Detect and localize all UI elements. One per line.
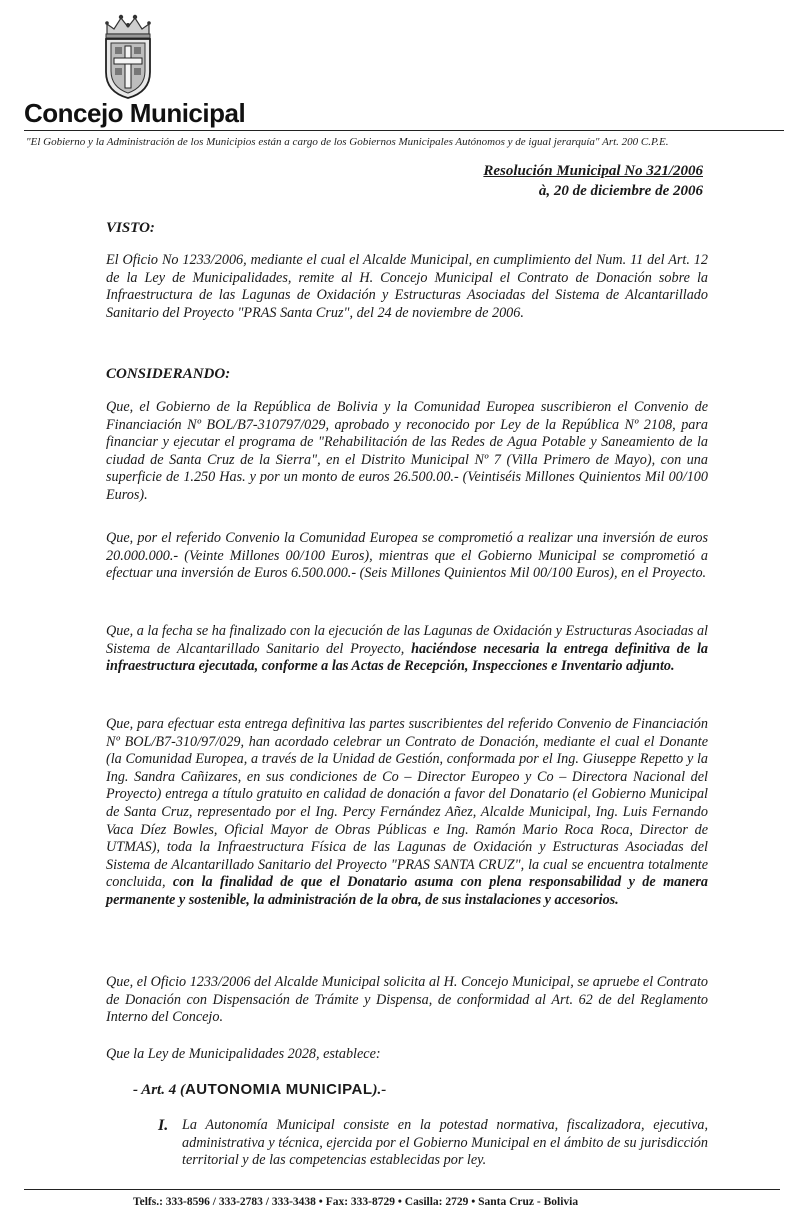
visto-paragraph: El Oficio No 1233/2006, mediante el cual el Alcalde Municipal, en cumplimiento del Num. 11 del Art. 12 de la Ley de Municipalidades, remite al H. Concejo Municipal el Contrato de Donación sobre la Infraestructura de las Lagunas de Oxidación y Estructuras Asociadas del Sistema de Alcantarillado Sanitario del Proyecto "PRAS Santa Cruz", del 24 de noviembre de 2006. xyxy=(106,252,708,321)
article-label: AUTONOMIA MUNICIPAL xyxy=(184,1081,373,1098)
paragraph-4-text: Que, para efectuar esta entrega definitiva las partes suscribientes del referido Convenio de Financiación Nº BOL/B7-310/97/029, han acordado celebrar un Contrato de Donación, mediante el cual el Donante (la Comunidad Europea, a través de la Unidad de Gestión, conformada por el Ing. Giuseppe Repetto y la Ing. Sandra Cañizares, en sus condiciones de Co – Director Europeo y Co – Directora Nacional del Proyecto) entrega a título gratuito en calidad de donación a favor del Donatario (el Gobierno Municipal de Santa Cruz, representado por el Ing. Percy Fernández Añez, Alcalde Municipal, Ing. Luis Fernando Vaca Díez Bowles, Oficial Mayor de Obras Públicas e Ing. Ramón Mario Roca Roca, Director de UTMAS), toda la Infraestructura Física de las Lagunas de Oxidación y Estructuras Asociadas del Sistema de Alcantarillado Sanitario del Proyecto "PRAS SANTA CRUZ", la cual se encuentra totalmente concluida, xyxy=(106,716,708,891)
considerando-paragraph-5: Que, el Oficio 1233/2006 del Alcalde Municipal solicita al H. Concejo Municipal, se apruebe el Contrato de Donación con Dispensación de Trámite y Dispensa, de conformidad al Art. 62 de del Reglamento Interno del Concejo. xyxy=(106,974,708,1026)
municipal-crest-icon xyxy=(101,12,155,100)
paragraph-4-emphasis: con la finalidad de que el Donatario asuma con plena responsabilidad y de manera permanente y sostenible, la administración de la obra, de sus instalaciones y accesorios. xyxy=(106,874,708,908)
considerando-heading: CONSIDERANDO: xyxy=(106,366,231,382)
article-heading xyxy=(133,1081,386,1099)
footer-contact: Telfs.: 333-8596 / 333-2783 / 333-3438 • Fax: 333-8729 • Casilla: 2729 • Santa Cruz - Bolivia xyxy=(133,1196,579,1208)
header-divider xyxy=(24,130,784,131)
visto-heading: VISTO: xyxy=(106,220,155,236)
resolution-date: à, 20 de diciembre de 2006 xyxy=(538,183,703,199)
article-item-number: I. xyxy=(158,1117,169,1134)
considerando-paragraph-4 xyxy=(106,716,708,910)
paragraph-3-text: Que, a la fecha se ha finalizado con la ejecución de las Lagunas de Oxidación y Estructuras Asociadas al Sistema de Alcantarillado Sanitario del Proyecto, xyxy=(106,623,708,657)
considerando-paragraph-2: Que, por el referido Convenio la Comunidad Europea se comprometió a realizar una inversión de euros 20.000.000.- (Veinte Millones 00/100 Euros), mientras que el Gobierno Municipal se comprometió a efectuar una inversión de Euros 6.500.000.- (Seis Millones Quinientos Mil 00/100 Euros), en el Proyecto. xyxy=(106,530,708,582)
constitution-motto: "El Gobierno y la Administración de los Municipios están a cargo de los Gobiernos Municipales Autónomos y de igual jerarquía" Art. 200 C.P.E. xyxy=(26,136,669,148)
considerando-paragraph-6: Que la Ley de Municipalidades 2028, establece: xyxy=(106,1046,381,1062)
article-prefix: - Art. 4 ( xyxy=(133,1082,185,1098)
article-suffix: ).- xyxy=(372,1082,387,1098)
considerando-paragraph-3 xyxy=(106,623,708,676)
resolution-title: Resolución Municipal No 321/2006 xyxy=(483,163,703,179)
paragraph-3-emphasis: haciéndose necesaria la entrega definitiva de la infraestructura ejecutada, conforme a las Actas de Recepción, Inspecciones e Inventario adjunto. xyxy=(106,640,708,675)
considerando-paragraph-1: Que, el Gobierno de la República de Bolivia y la Comunidad Europea suscribieron el Convenio de Financiación Nº BOL/B7-310797/029, aprobado y reconocido por Ley de la República Nº 2108, para financiar y ejecutar el programa de "Rehabilitación de las Redes de Agua Potable y Saneamiento de la ciudad de Santa Cruz de la Sierra", en el Distrito Municipal Nº 7 (Villa Primero de Mayo), con una superficie de 1.250 Has. y por un monto de euros 26.500.00.- (Veintiséis Millones Quinientos Mil 00/100 Euros). xyxy=(106,399,708,503)
article-item-text: La Autonomía Municipal consiste en la potestad normativa, fiscalizadora, ejecutiva, administrativa y técnica, ejercida por el Gobierno Municipal en el ámbito de su jurisdicción territorial y de las competencias establecidas por ley. xyxy=(182,1117,708,1169)
footer-divider xyxy=(24,1189,780,1190)
organization-name: Concejo Municipal xyxy=(24,98,246,128)
